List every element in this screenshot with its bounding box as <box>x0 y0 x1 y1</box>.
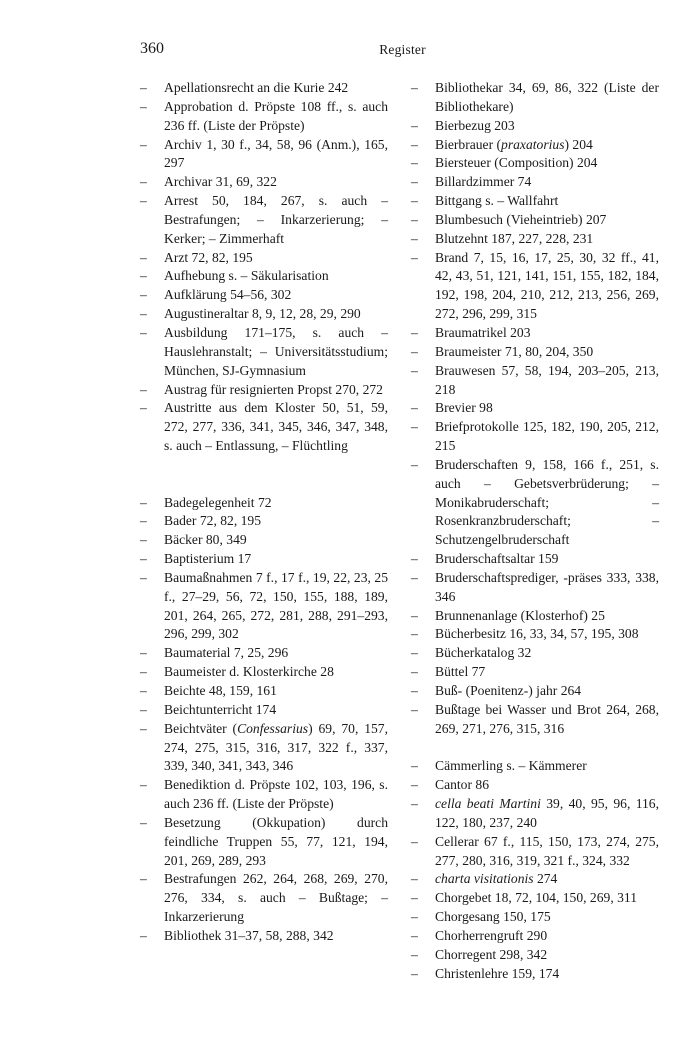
entry-text: Archiv 1, 30 f., 34, 58, 96 (Anm.), 165, 297 <box>164 136 388 171</box>
entry-text: Austritte aus dem Kloster 50, 51, 59, 272, 277, 336, 341, 345, 346, 347, 348, s. auch – Entlassung, – Flüchtling <box>164 400 388 454</box>
index-entry <box>140 776 388 814</box>
entry-dash: – <box>140 777 147 793</box>
index-entry <box>411 249 659 324</box>
entry-text: Blutzehnt 187, 227, 228, 231 <box>435 230 594 246</box>
index-entry <box>411 569 659 607</box>
index-entry <box>411 362 659 400</box>
entry-text: Ausbildung 171–175, s. auch – Hauslehranstalt; – Universitätsstudium; München, SJ-Gymnasium <box>164 324 388 378</box>
entry-text: Baumaßnahmen 7 f., 17 f., 19, 22, 23, 25 f., 27–29, 56, 72, 150, 155, 188, 189, 201, 264, 265, 272, 281, 288, 291–293, 296, 299, 302 <box>164 569 388 642</box>
entry-dash: – <box>411 324 418 340</box>
entry-dash: – <box>140 136 147 152</box>
index-entry <box>140 399 388 456</box>
index-entry <box>411 607 659 626</box>
entry-dash: – <box>411 343 418 359</box>
entry-dash: – <box>411 701 418 717</box>
entry-dash: – <box>411 400 418 416</box>
index-entry <box>411 79 659 117</box>
index-entry <box>411 757 659 776</box>
entry-text: ) 204 <box>564 136 593 152</box>
index-entry <box>411 136 659 155</box>
index-entry <box>140 814 388 871</box>
entry-text: Cellerar 67 f., 115, 150, 173, 274, 275, 277, 280, 316, 319, 321 f., 324, 332 <box>435 833 659 868</box>
entry-text-italic: charta visitationis <box>435 871 534 887</box>
index-entry <box>140 531 388 550</box>
index-entry <box>411 908 659 927</box>
index-entry <box>411 173 659 192</box>
entry-text: Bücherkatalog 32 <box>435 645 532 661</box>
section-gap <box>140 475 388 494</box>
index-entry <box>140 381 388 400</box>
entry-dash: – <box>140 814 147 830</box>
entry-text: Arzt 72, 82, 195 <box>164 249 253 265</box>
entry-dash: – <box>140 927 147 943</box>
entry-text: Chorregent 298, 342 <box>435 946 548 962</box>
entry-dash: – <box>140 701 147 717</box>
page-header <box>140 40 665 62</box>
entry-dash: – <box>411 551 418 567</box>
entry-dash: – <box>411 909 418 925</box>
entry-dash: – <box>411 607 418 623</box>
entry-dash: – <box>411 117 418 133</box>
entry-dash: – <box>140 400 147 416</box>
entry-dash: – <box>140 306 147 322</box>
index-entry <box>140 870 388 927</box>
entry-text-italic: cella beati Martini <box>435 796 541 812</box>
entry-text: Aufklärung 54–56, 302 <box>164 287 292 303</box>
index-entry <box>140 286 388 305</box>
entry-dash: – <box>140 249 147 265</box>
entry-dash: – <box>411 683 418 698</box>
entry-dash: – <box>411 626 418 642</box>
index-entry <box>140 249 388 268</box>
entry-dash: – <box>140 287 147 303</box>
entry-text: Braumatrikel 203 <box>435 324 531 340</box>
entry-dash: – <box>411 362 418 378</box>
entry-dash: – <box>411 833 418 849</box>
index-entry <box>140 682 388 701</box>
section-gap <box>140 456 388 475</box>
index-entry <box>411 211 659 230</box>
entry-text: Bader 72, 82, 195 <box>164 513 262 529</box>
entry-dash: – <box>140 381 147 397</box>
entry-text: Apellationsrecht an die Kurie 242 <box>164 80 349 95</box>
entry-text: Beichtväter ( <box>164 720 238 736</box>
index-entry <box>140 663 388 682</box>
entry-text: 274 <box>533 871 558 887</box>
entry-text: Bruderschaftsprediger, -präses 333, 338, 346 <box>435 569 659 604</box>
entry-text: Bücherbesitz 16, 33, 34, 57, 195, 308 <box>435 626 639 642</box>
index-entry <box>140 192 388 249</box>
entry-dash: – <box>140 98 147 114</box>
entry-dash: – <box>140 193 147 209</box>
index-entry <box>411 117 659 136</box>
index-entry <box>411 644 659 663</box>
entry-dash: – <box>411 456 418 472</box>
entry-dash: – <box>140 80 147 95</box>
entry-text: Braumeister 71, 80, 204, 350 <box>435 343 594 359</box>
entry-dash: – <box>140 871 147 887</box>
index-entry <box>140 305 388 324</box>
index-entry <box>411 456 659 550</box>
entry-text: Baptisterium 17 <box>164 551 252 567</box>
entry-dash: – <box>411 155 418 171</box>
entry-text: Brand 7, 15, 16, 17, 25, 30, 32 ff., 41, 42, 43, 51, 121, 141, 151, 155, 182, 184, 192, 198, 204, 210, 212, 213, 256, 269, 272, 296, 299, 315 <box>435 249 659 322</box>
entry-text: Chorgebet 18, 72, 104, 150, 269, 311 <box>435 890 638 906</box>
entry-dash: – <box>140 645 147 661</box>
entry-dash: – <box>411 193 418 209</box>
entry-dash: – <box>140 720 147 736</box>
entry-text: Approbation d. Pröpste 108 ff., s. auch 236 ff. (Liste der Pröpste) <box>164 98 388 133</box>
entry-text: Cantor 86 <box>435 777 489 793</box>
entry-dash: – <box>140 683 147 698</box>
entry-text: Arrest 50, 184, 267, s. auch – Bestrafungen; – Inkarzerierung; – Kerker; – Zimmerhaft <box>164 193 388 246</box>
index-entry <box>411 795 659 833</box>
index-entry <box>140 927 388 946</box>
index-entry <box>411 550 659 569</box>
entry-text: Brunnenanlage (Klosterhof) 25 <box>435 607 605 623</box>
entry-dash: – <box>140 664 147 680</box>
entry-dash: – <box>411 80 418 95</box>
entry-text: Chorgesang 150, 175 <box>435 909 551 925</box>
index-entry <box>140 324 388 381</box>
entry-text: Augustineraltar 8, 9, 12, 28, 29, 290 <box>164 306 361 322</box>
index-entry <box>140 720 388 777</box>
entry-dash: – <box>411 758 418 774</box>
entry-text: Baumaterial 7, 25, 296 <box>164 645 289 661</box>
entry-dash: – <box>411 796 418 812</box>
entry-text: Briefprotokolle 125, 182, 190, 205, 212, 215 <box>435 419 659 454</box>
index-entry <box>411 965 659 984</box>
entry-text: Brauwesen 57, 58, 194, 203–205, 213, 218 <box>435 362 659 397</box>
index-entry <box>411 927 659 946</box>
entry-text: Bittgang s. – Wallfahrt <box>435 193 559 209</box>
index-entry <box>411 399 659 418</box>
entry-dash: – <box>411 249 418 265</box>
index-entry <box>411 663 659 682</box>
section-gap <box>411 739 659 758</box>
entry-dash: – <box>411 174 418 190</box>
entry-dash: – <box>140 551 147 567</box>
entry-dash: – <box>411 419 418 435</box>
entry-text: Büttel 77 <box>435 664 486 680</box>
entry-text: Blumbesuch (Vieheintrieb) 207 <box>435 211 607 227</box>
entry-text: Cämmerling s. – Kämmerer <box>435 758 587 774</box>
entry-text: Bestrafungen 262, 264, 268, 269, 270, 276, 334, s. auch – Bußtage; – Inkarzerierung <box>164 871 388 925</box>
index-entry <box>140 79 388 98</box>
entry-text: Bierbezug 203 <box>435 117 515 133</box>
index-entry <box>411 324 659 343</box>
entry-dash: – <box>140 532 147 548</box>
index-entry <box>411 230 659 249</box>
entry-dash: – <box>411 230 418 246</box>
entry-text: Bruderschaften 9, 158, 166 f., 251, s. auch – Gebetsverbrüderung; – Monikabruderschaft; – Rosenkranzbruderschaft; – Schutzengelbruderschaft <box>435 456 659 548</box>
index-entry <box>140 173 388 192</box>
index-entry <box>411 625 659 644</box>
index-entry <box>140 569 388 644</box>
index-entry <box>411 833 659 871</box>
index-entry <box>411 192 659 211</box>
entry-dash: – <box>411 136 418 152</box>
entry-dash: – <box>411 645 418 661</box>
index-entry <box>140 644 388 663</box>
page-number: 360 <box>140 40 164 57</box>
index-entry <box>140 267 388 286</box>
entry-dash: – <box>411 211 418 227</box>
entry-dash: – <box>411 871 418 887</box>
entry-text: Bruderschaftsaltar 159 <box>435 551 559 567</box>
entry-dash: – <box>140 513 147 529</box>
entry-dash: – <box>411 965 418 981</box>
index-column-right <box>411 79 659 984</box>
entry-text: Austrag für resignierten Propst 270, 272 <box>164 381 383 397</box>
running-title: Register <box>379 42 426 57</box>
index-entry <box>140 701 388 720</box>
entry-text: Chorherrengruft 290 <box>435 927 548 943</box>
entry-dash: – <box>140 174 147 190</box>
index-entry <box>411 870 659 889</box>
index-entry <box>411 343 659 362</box>
entry-dash: – <box>411 890 418 906</box>
index-entry <box>411 776 659 795</box>
index-entry <box>411 418 659 456</box>
index-entry <box>140 550 388 569</box>
entry-text: Besetzung (Okkupation) durch feindliche Truppen 55, 77, 121, 194, 201, 269, 289, 293 <box>164 814 388 868</box>
entry-dash: – <box>411 569 418 585</box>
entry-text: Bierbrauer ( <box>435 136 502 152</box>
entry-text: Billardzimmer 74 <box>435 174 532 190</box>
entry-text: Beichte 48, 159, 161 <box>164 683 277 698</box>
entry-text: Baumeister d. Klosterkirche 28 <box>164 664 334 680</box>
entry-text-italic: Confessarius <box>237 720 309 736</box>
index-entry <box>140 98 388 136</box>
index-entry <box>140 512 388 531</box>
index-entry <box>140 494 388 513</box>
entry-dash: – <box>140 494 147 510</box>
entry-text: 39, 40, 95, 96, 116, 122, 180, 237, 240 <box>435 796 660 830</box>
entry-text: Badegelegenheit 72 <box>164 494 272 510</box>
index-column-left <box>140 79 388 946</box>
entry-dash: – <box>411 927 418 943</box>
entry-text: Christenlehre 159, 174 <box>435 965 560 981</box>
entry-dash: – <box>411 777 418 793</box>
entry-text: Aufhebung s. – Säkularisation <box>164 268 329 284</box>
entry-dash: – <box>411 664 418 680</box>
index-entry <box>140 136 388 174</box>
index-entry <box>411 946 659 965</box>
index-entry <box>411 701 659 739</box>
entry-text: Bäcker 80, 349 <box>164 532 247 548</box>
entry-text: Bibliothekar 34, 69, 86, 322 (Liste der Bibliothekare) <box>435 80 659 114</box>
entry-dash: – <box>140 268 147 284</box>
index-entry <box>411 154 659 173</box>
entry-text: Bibliothek 31–37, 58, 288, 342 <box>164 927 334 943</box>
entry-text: Beichtunterricht 174 <box>164 701 277 717</box>
entry-text: Benediktion d. Pröpste 102, 103, 196, s. auch 236 ff. (Liste der Pröpste) <box>164 777 388 812</box>
entry-text: ) 69, 70, 157, 274, 275, 315, 316, 317, 322 f., 337, 339, 340, 341, 343, 346 <box>164 720 389 774</box>
entry-text: Brevier 98 <box>435 400 493 416</box>
index-entry <box>411 682 659 701</box>
index-entry <box>411 889 659 908</box>
entry-text: Buß- (Poenitenz-) jahr 264 <box>435 683 582 698</box>
entry-dash: – <box>140 324 147 340</box>
entry-dash: – <box>411 946 418 962</box>
entry-text: Archivar 31, 69, 322 <box>164 174 277 190</box>
entry-text-italic: praxatorius <box>501 136 565 152</box>
entry-text: Biersteuer (Composition) 204 <box>435 155 598 171</box>
entry-dash: – <box>140 569 147 585</box>
entry-text: Bußtage bei Wasser und Brot 264, 268, 269, 271, 276, 315, 316 <box>435 701 659 736</box>
